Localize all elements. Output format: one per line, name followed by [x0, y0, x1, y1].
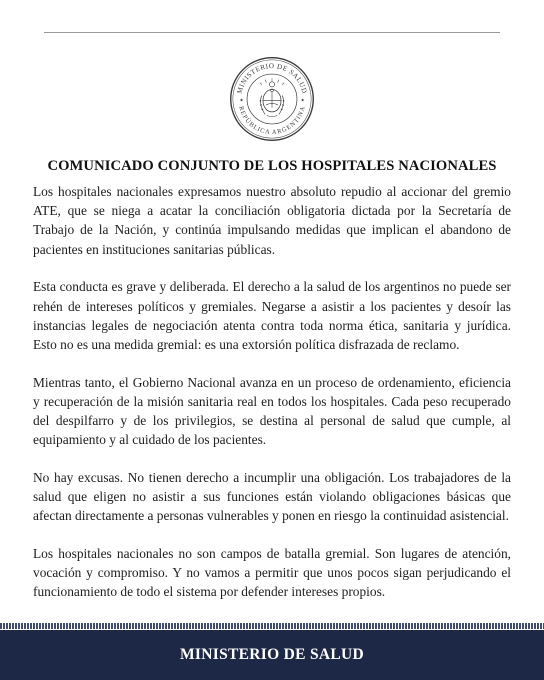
paragraph-4: No hay excusas. No tienen derecho a incumplir una obligación. Los trabajadores de la salud que eligen no asistir a sus funciones están violando obligaciones básicas que afectan directamente a personas vulnerables y ponen en riesgo la continuidad asistencial. [33, 469, 511, 524]
paragraph-3: Mientras tanto, el Gobierno Nacional avanza en un proceso de ordenamiento, eficiencia y recuperación de la misión sanitaria real en todos los hospitales. Cada peso recuperado del despilfarro y de los privilegios, se destina al personal de salud que cumple, al equipamiento y al cuidado de los pacientes. [33, 374, 511, 448]
paragraph-5: Los hospitales nacionales no son campos de batalla gremial. Son lugares de atención, vocación y compromiso. Y no vamos a permitir que unos pocos sigan perjudicando el funcionamiento de todo el sistema por defender intereses propios. [33, 546, 511, 600]
coat-of-arms-icon [229, 56, 315, 142]
footer-stripe-decoration [0, 623, 544, 629]
paragraph-2: Esta conducta es grave y deliberada. El derecho a la salud de los argentinos no puede ser rehén de intereses políticos y gremiales. Negarse a asistir a los pacientes y desoír las instancias legales de negociación atenta contra toda norma ética, sanitaria y jurídica. Esto no es una medida gremial: es una extorsión política disfrazada de reclamo. [33, 279, 511, 352]
svg-text:★: ★ [239, 97, 244, 103]
ministry-seal-logo [229, 56, 315, 142]
top-divider-rule [44, 32, 500, 33]
svg-text:REPÚBLICA ARGENTINA [237, 105, 306, 136]
paragraph-1: Los hospitales nacionales expresamos nuestro absoluto repudio al accionar del gremio ATE, que se niega a acatar la conciliación obligatoria dictada por la Secretaría de Trabajo de la Nación, y continúa impulsando medidas que implican el abandono de pacientes en instituciones sanitarias públicas. [33, 184, 511, 257]
document-title: COMUNICADO CONJUNTO DE LOS HOSPITALES NACIONALES [47, 158, 497, 174]
seal-bottom-text: REPÚBLICA ARGENTINA [237, 105, 307, 137]
footer-banner [0, 630, 544, 680]
footer-ministry-label: MINISTERIO DE SALUD [180, 646, 364, 663]
statement-body [33, 182, 511, 620]
svg-text:★: ★ [300, 97, 305, 103]
seal-top-text: MINISTERIO DE SALUD [235, 62, 309, 95]
